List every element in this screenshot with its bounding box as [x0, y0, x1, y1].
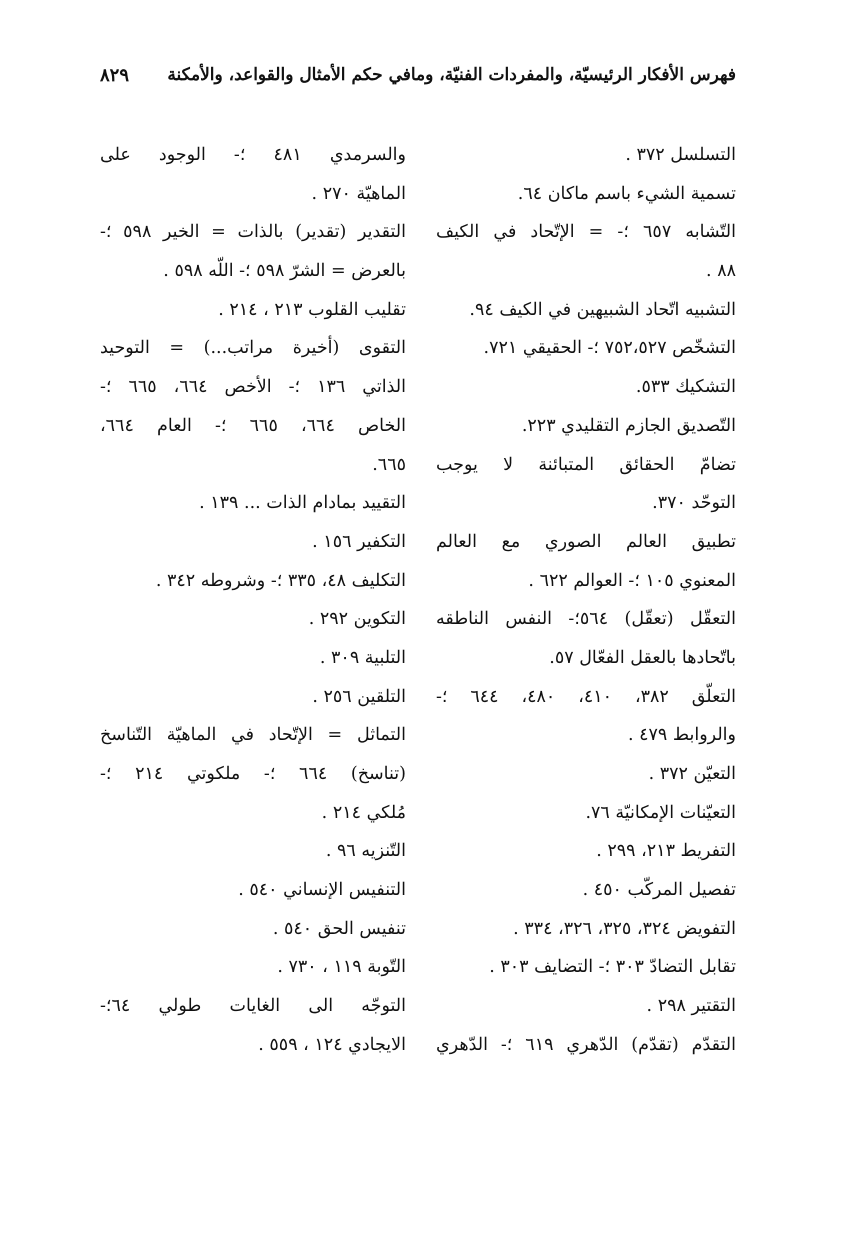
index-column-right	[436, 136, 736, 1065]
index-entry-line: مُلكي ٢١٤ .	[321, 802, 406, 823]
index-entry-line: تسمية الشيء باسم ماكان ٦٤.	[517, 183, 736, 204]
index-entry-line: الايجادي ١٢٤ ، ٥٥٩ .	[258, 1034, 406, 1055]
header-title: فهرس الأفكار الرئيسيّة، والمفردات الفنيّة، ومافي حكم الأمثال والقواعد، والأمكنة	[167, 65, 736, 85]
index-entry-line: الخاص ٦٦٤، ٦٦٥ ؛- العام ٦٦٤،	[100, 415, 406, 436]
index-entry-line: التّصديق الجازم التقليدي ٢٢٣.	[521, 415, 736, 436]
index-entry-line: تضامّ الحقائق المتبائنة لا يوجب	[436, 454, 736, 475]
index-entry-line: (تناسخ) ٦٦٤ ؛- ملكوتي ٢١٤ ؛-	[100, 764, 406, 784]
index-entry-line: التقوى (أخيرة مراتب...) = التوحيد	[100, 338, 406, 359]
index-entry-line: الذاتي ١٣٦ ؛- الأخص ٦٦٤، ٦٦٥ ؛-	[100, 377, 406, 398]
index-entry-line: ٨٨ .	[706, 261, 736, 282]
index-entry-line: التلبية ٣٠٩ .	[319, 647, 406, 668]
index-entry-line: التقييد بمادام الذات ... ١٣٩ .	[199, 493, 406, 514]
index-entry-line: التّشابه ٦٥٧ ؛- = الإتّحاد في الكيف	[436, 222, 736, 243]
index-entry-line: التشكيك ٥٣٣.	[635, 377, 736, 398]
index-entry-line: التكوين ٢٩٢ .	[308, 609, 406, 630]
index-entry-line: التعلّق ٣٨٢، ٤١٠، ٤٨٠، ٦٤٤ ؛-	[436, 686, 736, 707]
index-entry-line: تقابل التضادّ ٣٠٣ ؛- التضايف ٣٠٣ .	[489, 957, 736, 978]
index-entry-line: التسلسل ٣٧٢ .	[625, 145, 736, 165]
index-entry-line: تقليب القلوب ٢١٣ ، ٢١٤ .	[218, 299, 406, 320]
index-entry-line: التلقين ٢٥٦ .	[312, 686, 406, 707]
index-entry-line: والسرمدي ٤٨١ ؛- الوجود على	[100, 145, 406, 165]
index-entry-line: التوحّد ٣٧٠.	[652, 493, 736, 514]
index-entry-line: التشخّص ٧٥٢،٥٢٧ ؛- الحقيقي ٧٢١.	[483, 338, 736, 359]
index-entry-line: التعيّن ٣٧٢ .	[648, 764, 736, 784]
index-entry-line: التعقّل (تعقّل) ٥٦٤؛- النفس الناطقه	[436, 609, 736, 630]
index-entry-line: التكليف ٤٨، ٣٣٥ ؛- وشروطه ٣٤٢ .	[155, 570, 406, 591]
index-entry-line: باتّحادها بالعقل الفعّال ٥٧.	[549, 647, 736, 668]
index-entry-line: تنفيس الحق ٥٤٠ .	[272, 918, 406, 939]
index-entry-line: التوجّه الى الغايات طولي ٦٤؛-	[100, 996, 406, 1017]
index-entry-line: التشبيه اتّحاد الشبيهين في الكيف ٩٤.	[469, 299, 736, 320]
index-entry-line: التقدّم (تقدّم) الدّهري ٦١٩ ؛- الدّهري	[436, 1034, 736, 1055]
index-entry-line: التنفيس الإنساني ٥٤٠ .	[238, 880, 406, 901]
index-entry-line: تفصيل المركّب ٤٥٠ .	[582, 880, 736, 901]
index-entry-line: ٦٦٥.	[372, 454, 406, 475]
index-entry-line: التّوبة ١١٩ ، ٧٣٠ .	[277, 957, 406, 978]
index-entry-line: والروابط ٤٧٩ .	[627, 725, 736, 746]
index-entry-line: تطبيق العالم الصوري مع العالم	[436, 531, 736, 552]
index-entry-line: التقتير ٢٩٨ .	[646, 996, 736, 1017]
index-entry-line: التماثل = الإتّحاد في الماهيّة التّناسخ	[100, 725, 406, 746]
index-entry-line: التفريط ٢١٣، ٢٩٩ .	[596, 841, 736, 862]
index-entry-line: التكفير ١٥٦ .	[312, 531, 406, 552]
index-entry-line: الماهيّة ٢٧٠ .	[311, 183, 406, 204]
page-number: ٨٢٩	[100, 64, 130, 86]
index-entry-line: المعنوي ١٠٥ ؛- العوالم ٦٢٢ .	[528, 570, 736, 591]
index-entry-line: التّنزيه ٩٦ .	[325, 841, 406, 862]
index-column-left	[100, 136, 406, 1065]
running-header	[100, 58, 736, 92]
index-entry-line: التفويض ٣٢٤، ٣٢٥، ٣٢٦، ٣٣٤ .	[513, 918, 736, 939]
index-entry-line: التقدير (تقدير) بالذات = الخير ٥٩٨ ؛-	[100, 222, 406, 243]
index-entry-line: بالعرض = الشرّ ٥٩٨ ؛- اللّه ٥٩٨ .	[163, 261, 406, 282]
index-entry-line: التعيّنات الإمكانيّة ٧٦.	[585, 802, 736, 823]
